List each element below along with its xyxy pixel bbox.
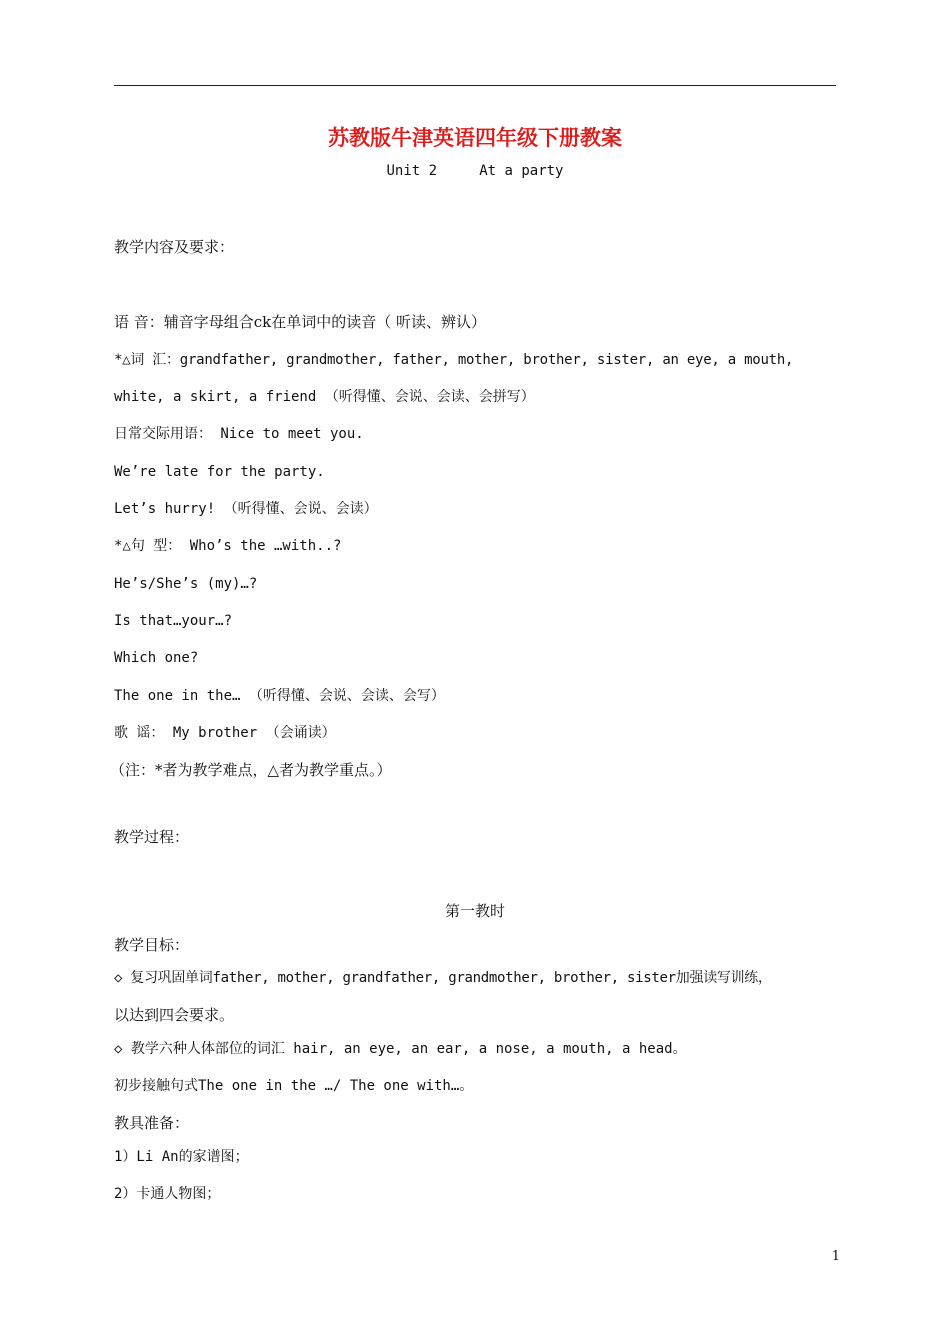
vocab-line-2: white, a skirt, a friend （听得懂、会说、会读、会拼写）	[114, 389, 535, 405]
sentence-pattern-1: *△句 型： Who’s the …with..?	[114, 538, 342, 554]
daily-expression-1: 日常交际用语： Nice to meet you.	[114, 426, 364, 442]
vocab-line-1: *△词 汇：grandfather, grandmother, father, mother, brother, sister, an eye, a mouth,	[114, 352, 794, 368]
note-line: （注：*者为教学难点，△者为教学重点。）	[110, 761, 392, 779]
phonics-line: 语 音：辅音字母组合ck在单词中的读音（ 听读、辨认）	[114, 313, 487, 331]
process-heading: 教学过程：	[114, 828, 190, 846]
prep-item-2: 2）卡通人物图；	[114, 1186, 221, 1202]
content-heading: 教学内容及要求：	[114, 238, 235, 256]
goal-item-2: ◇ 教学六种人体部位的词汇 hair, an eye, an ear, a nose, a mouth, a head。	[114, 1041, 687, 1057]
sentence-pattern-2: He’s/She’s (my)…?	[114, 576, 258, 592]
daily-expression-3: Let’s hurry! （听得懂、会说、会读）	[114, 501, 378, 517]
prep-heading: 教具准备：	[114, 1114, 190, 1132]
goal-item-3: 初步接触句式The one in the …/ The one with…。	[114, 1078, 474, 1094]
lesson-heading: 第一教时	[444, 902, 505, 920]
sentence-pattern-3: Is that…your…?	[114, 613, 233, 629]
page-number: 1	[831, 1249, 840, 1264]
prep-item-1: 1）Li An的家谱图；	[114, 1149, 249, 1165]
daily-expression-2: We’re late for the party.	[114, 464, 325, 480]
header-rule	[114, 85, 836, 86]
sentence-pattern-5: The one in the… （听得懂、会说、会读、会写）	[114, 688, 445, 704]
song-line: 歌 谣： My brother （会诵读）	[114, 725, 336, 741]
document-subtitle: Unit 2 At a party	[386, 163, 564, 179]
goal-item-1-cont: 以达到四会要求。	[114, 1006, 235, 1024]
goal-heading: 教学目标：	[114, 936, 190, 954]
sentence-pattern-4: Which one?	[114, 650, 199, 666]
goal-item-1: ◇ 复习巩固单词father, mother, grandfather, grandmother, brother, sister加强读写训练，	[114, 970, 772, 986]
document-title: 苏教版牛津英语四年级下册教案	[328, 125, 622, 150]
